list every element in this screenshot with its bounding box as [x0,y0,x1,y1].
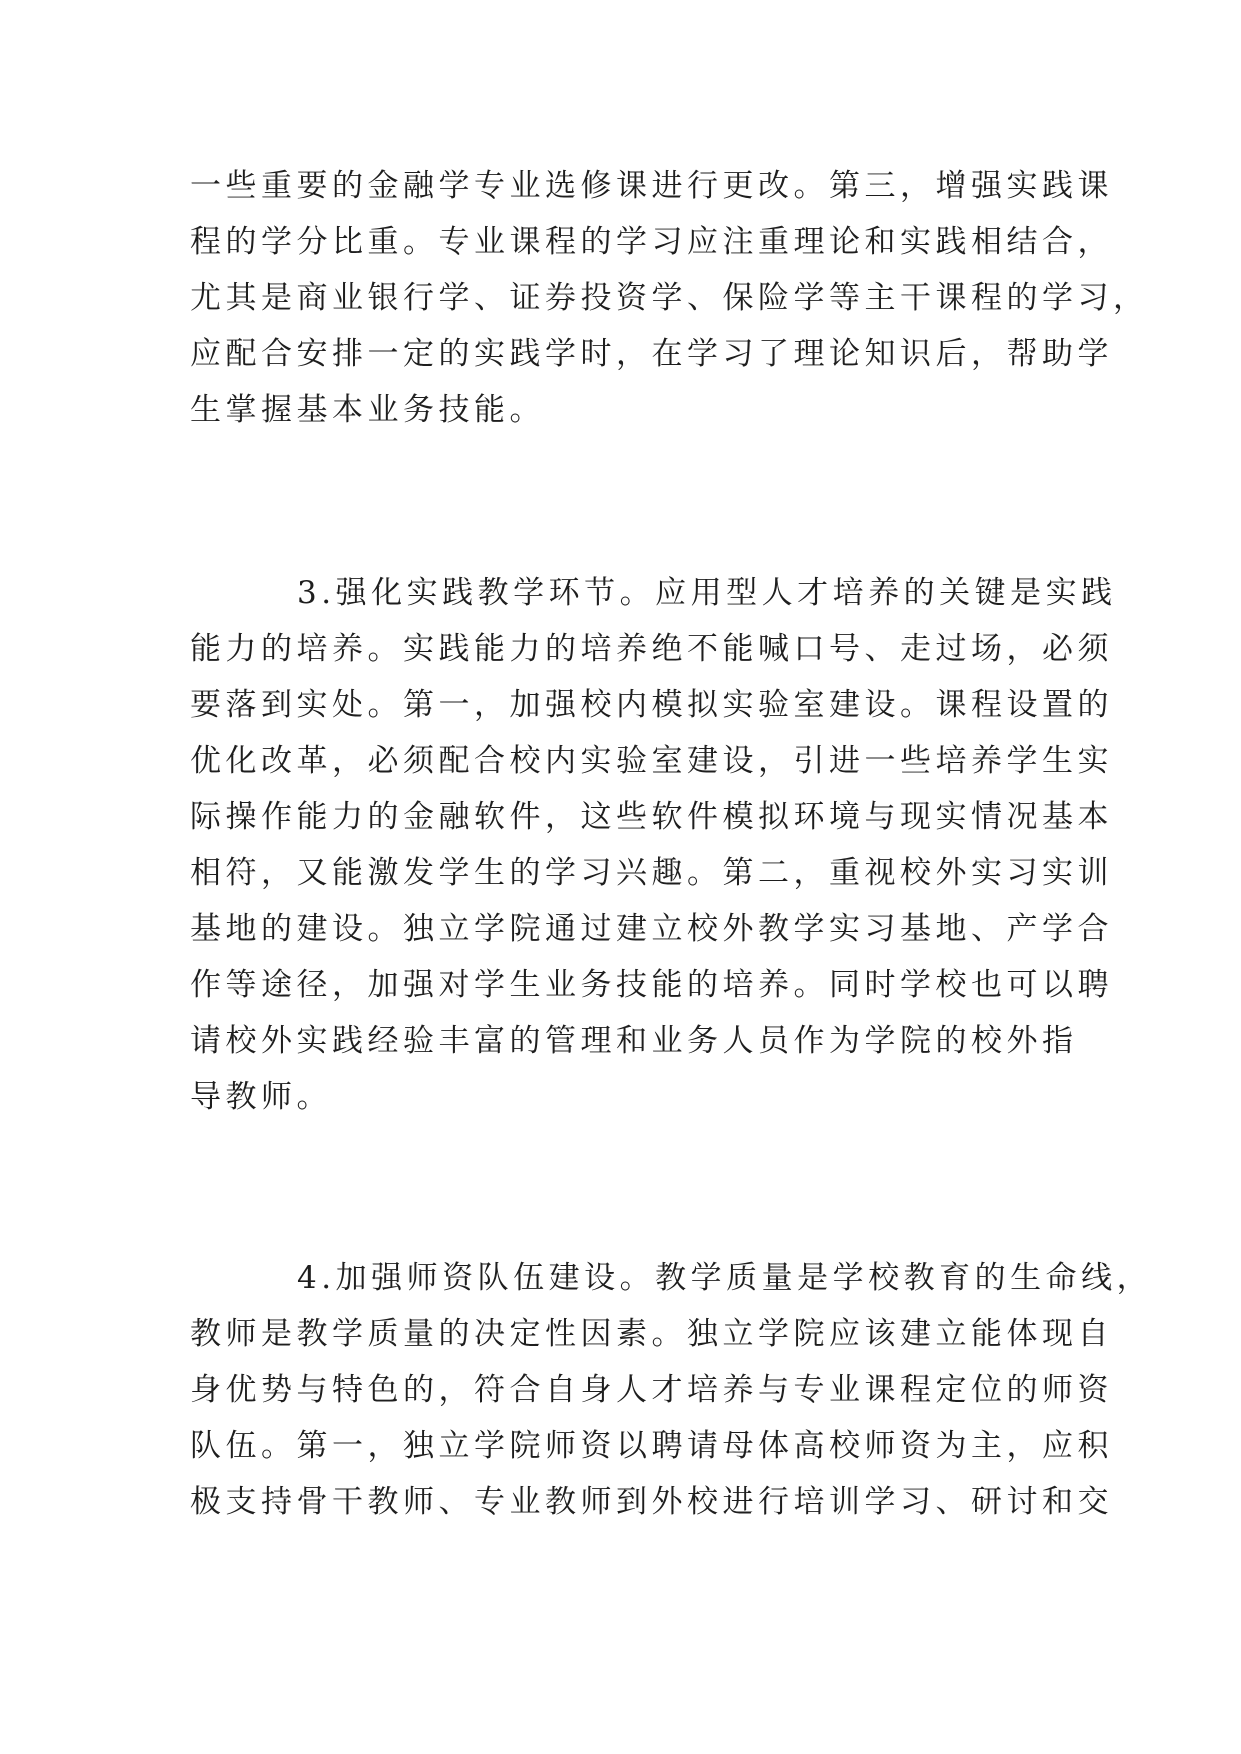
text-line: 优化改革，必须配合校内实验室建设，引进一些培养学生实 [190,743,1113,779]
text-line: 极支持骨干教师、专业教师到外校进行培训学习、研讨和交 [190,1484,1113,1520]
text-line: 教师是教学质量的决定性因素。独立学院应该建立能体现自 [190,1316,1113,1352]
text-line: 基地的建设。独立学院通过建立校外教学实习基地、产学合 [190,911,1113,947]
text-line: 尤其是商业银行学、证券投资学、保险学等主干课程的学习， [190,280,1149,316]
text-line: 3.强化实践教学环节。应用型人才培养的关键是实践 [297,575,1117,611]
text-line: 请校外实践经验丰富的管理和业务人员作为学院的校外指 [190,1023,1078,1059]
text-line: 相符，又能激发学生的学习兴趣。第二，重视校外实习实训 [190,855,1113,891]
paragraph-practice-teaching [190,565,1117,1125]
text-line: 能力的培养。实践能力的培养绝不能喊口号、走过场，必须 [190,631,1113,667]
text-line: 际操作能力的金融软件，这些软件模拟环境与现实情况基本 [190,799,1113,835]
text-line: 程的学分比重。专业课程的学习应注重理论和实践相结合， [190,224,1113,260]
text-line: 身优势与特色的，符合自身人才培养与专业课程定位的师资 [190,1372,1113,1408]
paragraph-course-credits [190,158,1149,438]
paragraph-faculty-building [190,1250,1153,1530]
text-line: 一些重要的金融学专业选修课进行更改。第三，增强实践课 [190,168,1113,204]
text-line: 要落到实处。第一，加强校内模拟实验室建设。课程设置的 [190,687,1113,723]
text-line: 作等途径，加强对学生业务技能的培养。同时学校也可以聘 [190,967,1113,1003]
text-line: 导教师。 [190,1079,332,1115]
text-line: 4.加强师资队伍建设。教学质量是学校教育的生命线， [297,1260,1153,1296]
text-line: 生掌握基本业务技能。 [190,392,545,428]
text-line: 队伍。第一，独立学院师资以聘请母体高校师资为主，应积 [190,1428,1113,1464]
text-line: 应配合安排一定的实践学时，在学习了理论知识后，帮助学 [190,336,1113,372]
